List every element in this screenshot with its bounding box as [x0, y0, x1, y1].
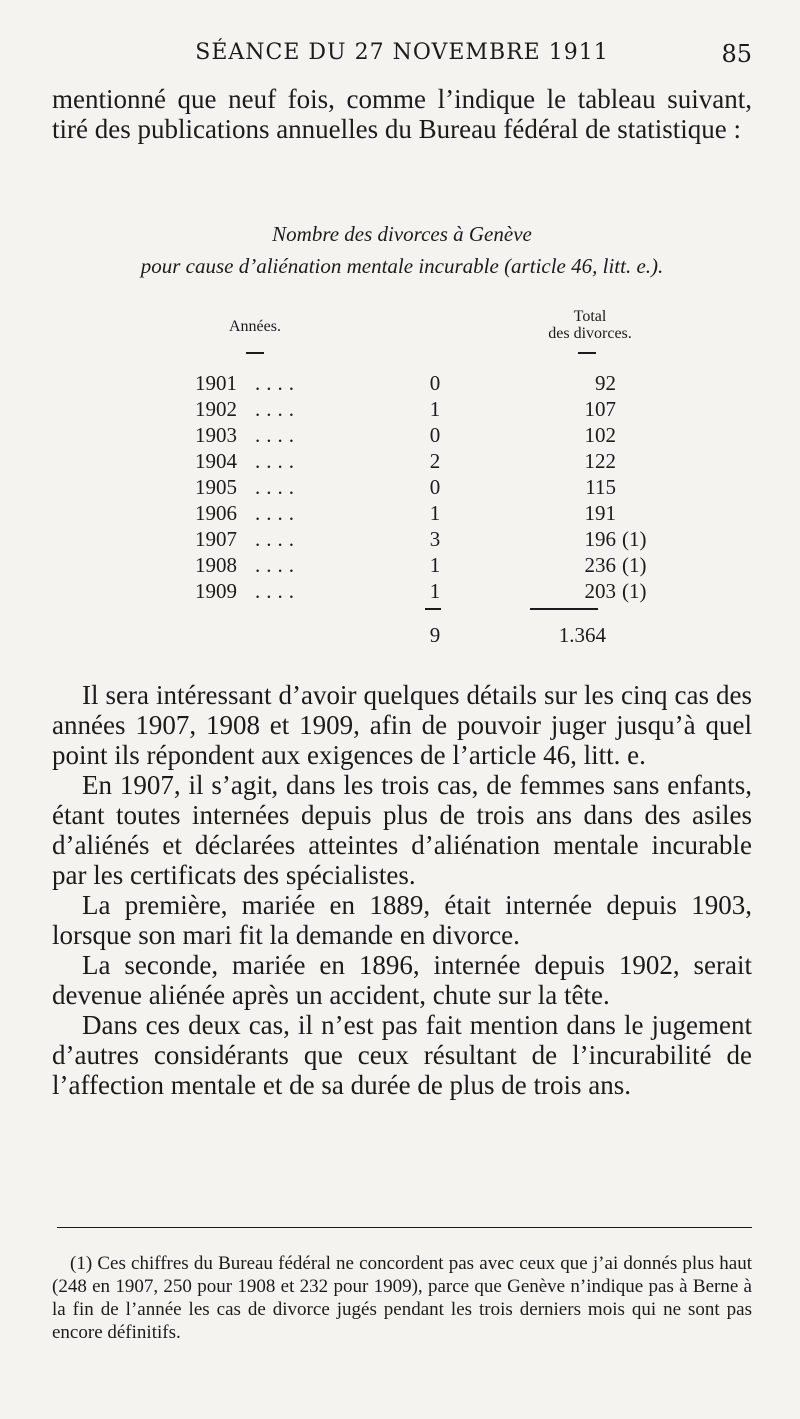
- row-year: 1907: [195, 527, 237, 551]
- footnote: [52, 1252, 752, 1344]
- row-cases: 0: [429, 475, 441, 499]
- row-total: 122: [584, 449, 616, 473]
- row-leader-dots: ....: [255, 475, 300, 499]
- table-row: [0, 527, 800, 553]
- row-leader-dots: ....: [255, 579, 300, 603]
- row-leader-dots: ....: [255, 371, 300, 395]
- row-year: 1906: [195, 501, 237, 525]
- table-row: [0, 475, 800, 501]
- row-cases: 1: [429, 579, 441, 603]
- caption-line-1: Nombre des divorces à Genève: [272, 222, 532, 246]
- row-footnote-ref: (1): [622, 553, 647, 577]
- column-header-total-line-2: des divorces.: [548, 325, 632, 342]
- row-total: 236: [584, 553, 616, 577]
- column-header-years: Années.: [229, 318, 281, 335]
- row-leader-dots: ....: [255, 553, 300, 577]
- row-cases: 1: [429, 397, 441, 421]
- row-year: 1901: [195, 371, 237, 395]
- row-year: 1903: [195, 423, 237, 447]
- table-row: [0, 423, 800, 449]
- row-leader-dots: ....: [255, 423, 300, 447]
- sum-rule-cases: [425, 608, 441, 610]
- row-total: 191: [584, 501, 616, 525]
- row-cases: 0: [429, 371, 441, 395]
- row-leader-dots: ....: [255, 501, 300, 525]
- row-cases: 3: [429, 527, 441, 551]
- paragraph-1: Il sera intéressant d’avoir quelques détails sur les cinq cas des années 1907, 1908 et 1909, afin de pouvoir juger jusqu’à quel point ils répondent aux exigences de l’article 46, litt. e.: [52, 680, 752, 770]
- running-header: [52, 40, 752, 74]
- paragraph-4: La seconde, mariée en 1896, internée depuis 1902, serait devenue aliénée après un accident, chute sur la tête.: [52, 950, 752, 1010]
- sum-total: 1.364: [558, 623, 606, 647]
- paragraph-5: Dans ces deux cas, il n’est pas fait mention dans le jugement d’autres considérants que ceux résultant de l’incurabilité de l’affection mentale et de sa durée de plus de trois ans.: [52, 1010, 752, 1100]
- paragraph-2: En 1907, il s’agit, dans les trois cas, de femmes sans enfants, étant toutes internées depuis plus de trois ans dans des asiles d’aliénés et déclarées atteintes d’aliénation mentale incurable par les certificats des spécialistes.: [52, 770, 752, 890]
- row-year: 1905: [195, 475, 237, 499]
- row-total: 115: [585, 475, 616, 499]
- page-number: 85: [721, 40, 752, 68]
- column-header-total: [520, 308, 660, 342]
- row-cases: 1: [429, 553, 441, 577]
- row-year: 1904: [195, 449, 237, 473]
- table-caption: [52, 218, 752, 282]
- intro-paragraph: [52, 84, 752, 144]
- row-cases: 2: [429, 449, 441, 473]
- table-row: [0, 371, 800, 397]
- row-footnote-ref: (1): [622, 579, 647, 603]
- sum-cases: 9: [429, 623, 441, 647]
- row-total: 203: [584, 579, 616, 603]
- intro-text: mentionné que neuf fois, comme l’indique le tableau suivant, tiré des publications annuelles du Bureau fédéral de statistique :: [52, 84, 752, 144]
- header-title: SÉANCE DU 27 NOVEMBRE 1911: [195, 40, 609, 65]
- row-total: 92: [595, 371, 616, 395]
- table-row: [0, 579, 800, 605]
- row-total: 107: [584, 397, 616, 421]
- row-year: 1909: [195, 579, 237, 603]
- main-text: [52, 680, 752, 1100]
- table-row: [0, 449, 800, 475]
- row-cases: 0: [429, 423, 441, 447]
- paragraph-3: La première, mariée en 1889, était internée depuis 1903, lorsque son mari fit la demande en divorce.: [52, 890, 752, 950]
- table-row: [0, 553, 800, 579]
- header-dash-years: [246, 352, 264, 354]
- footnote-text: (1) Ces chiffres du Bureau fédéral ne concordent pas avec ceux que j’ai donnés plus haut (248 en 1907, 250 pour 1908 et 232 pour 1909), parce que Genève n’indique pas à Berne à la fin de l’année les cas de divorce jugés pendant les trois derniers mois qui ne sont pas encore définitifs.: [52, 1253, 752, 1343]
- row-leader-dots: ....: [255, 397, 300, 421]
- row-year: 1902: [195, 397, 237, 421]
- footnote-separator: [57, 1227, 752, 1228]
- row-total: 102: [584, 423, 616, 447]
- caption-line-2: pour cause d’aliénation mentale incurable (article 46, litt. e.).: [140, 254, 664, 278]
- row-total: 196: [584, 527, 616, 551]
- header-dash-total: [578, 352, 596, 354]
- row-year: 1908: [195, 553, 237, 577]
- row-cases: 1: [429, 501, 441, 525]
- column-header-total-line-1: Total: [573, 308, 607, 325]
- sum-rule-total: [530, 608, 598, 610]
- table-row: [0, 397, 800, 423]
- table-row: [0, 501, 800, 527]
- row-leader-dots: ....: [255, 527, 300, 551]
- row-footnote-ref: (1): [622, 527, 647, 551]
- row-leader-dots: ....: [255, 449, 300, 473]
